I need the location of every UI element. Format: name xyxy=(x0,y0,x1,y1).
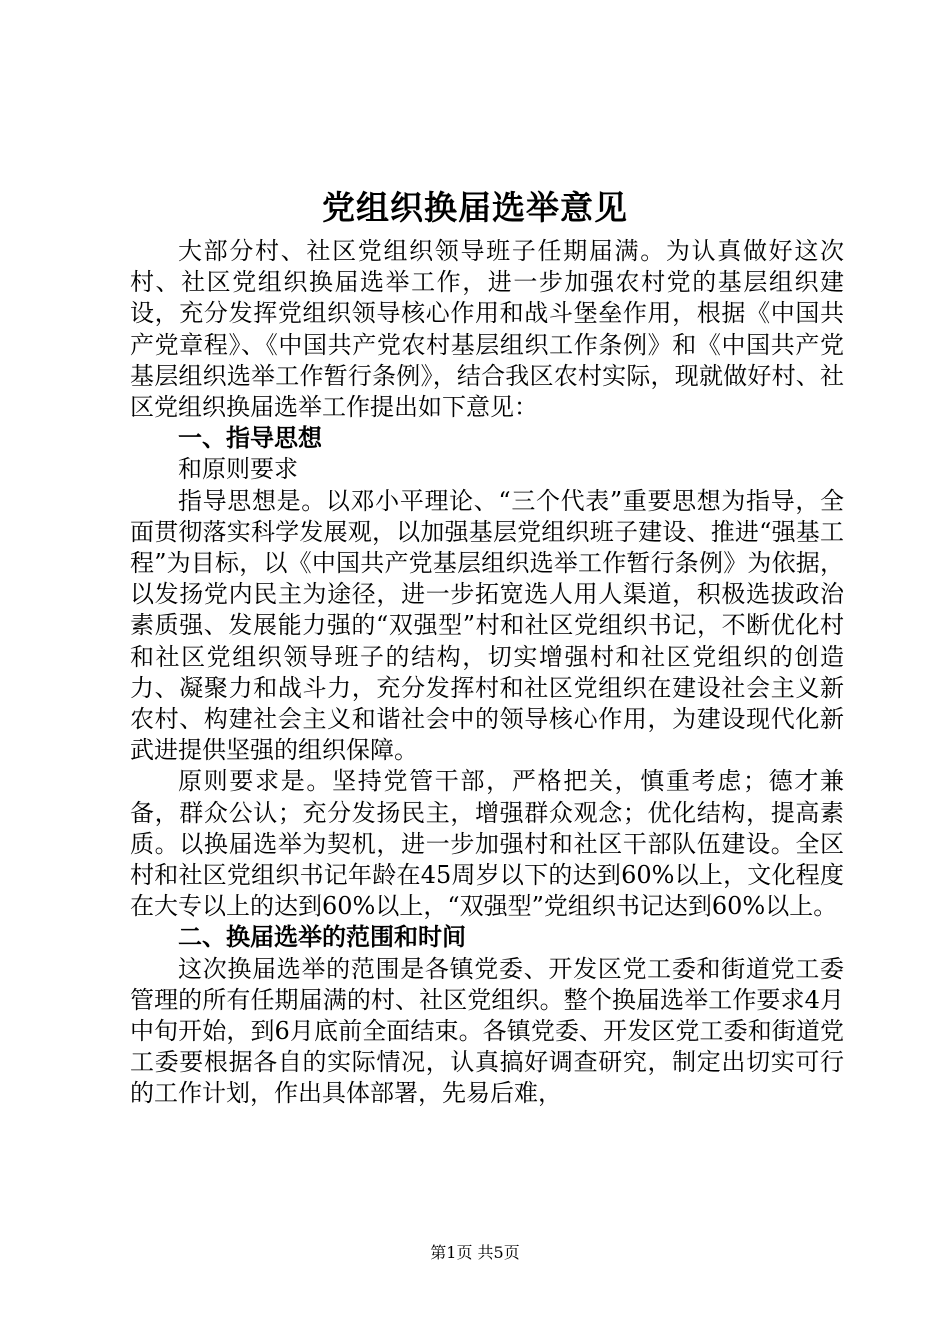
section-heading-1-continuation: 和原则要求 xyxy=(178,455,298,484)
section-heading-2: 二、换届选举的范围和时间 xyxy=(178,923,466,952)
guiding-ideology-paragraph: 指导思想是。以邓小平理论、“三个代表”重要思想为指导，全面贯彻落实科学发展观，以加强基层党组织班子建设、推进“强基工程”为目标，以《中国共产党基层组织选举工作暂行条例》为依据，以发扬党内民主为途径，进一步拓宽选人用人渠道，积极选拔政治素质强、发展能力强的“双强型”村和社区党组织书记，不断优化村和社区党组织领导班子的结构，切实增强村和社区党组织的创造力、凝聚力和战斗力，充分发挥村和社区党组织在建设社会主义新农村、构建社会主义和谐社会中的领导核心作用，为建设现代化新武进提供坚强的组织保障。 xyxy=(130,486,844,765)
intro-paragraph: 大部分村、社区党组织领导班子任期届满。为认真做好这次村、社区党组织换届选举工作，进一步加强农村党的基层组织建设，充分发挥党组织领导核心作用和战斗堡垒作用，根据《中国共产党章程》、《中国共产党农村基层组织工作条例》和《中国共产党基层组织选举工作暂行条例》，结合我区农村实际，现就做好村、社区党组织换届选举工作提出如下意见： xyxy=(130,237,844,422)
document-body xyxy=(130,236,844,1110)
principles-paragraph: 原则要求是。坚持党管干部，严格把关，慎重考虑；德才兼备，群众公认；充分发扬民主，增强群众观念；优化结构，提高素质。以换届选举为契机，进一步加强村和社区干部队伍建设。全区村和社区党组织书记年龄在45周岁以下的达到60%以上，文化程度在大专以上的达到60%以上，“双强型”党组织书记达到60%以上。 xyxy=(130,767,844,921)
page-footer: 第1页 共5页 xyxy=(430,1243,520,1262)
section-heading-1: 一、指导思想 xyxy=(178,424,322,453)
scope-time-paragraph: 这次换届选举的范围是各镇党委、开发区党工委和街道党工委管理的所有任期届满的村、社区党组织。整个换届选举工作要求4月中旬开始，到6月底前全面结束。各镇党委、开发区党工委和街道党工委要根据各自的实际情况，认真搞好调查研究，制定出切实可行的工作计划，作出具体部署，先易后难， xyxy=(130,954,844,1108)
document-title: 党组织换届选举意见 xyxy=(322,188,628,227)
